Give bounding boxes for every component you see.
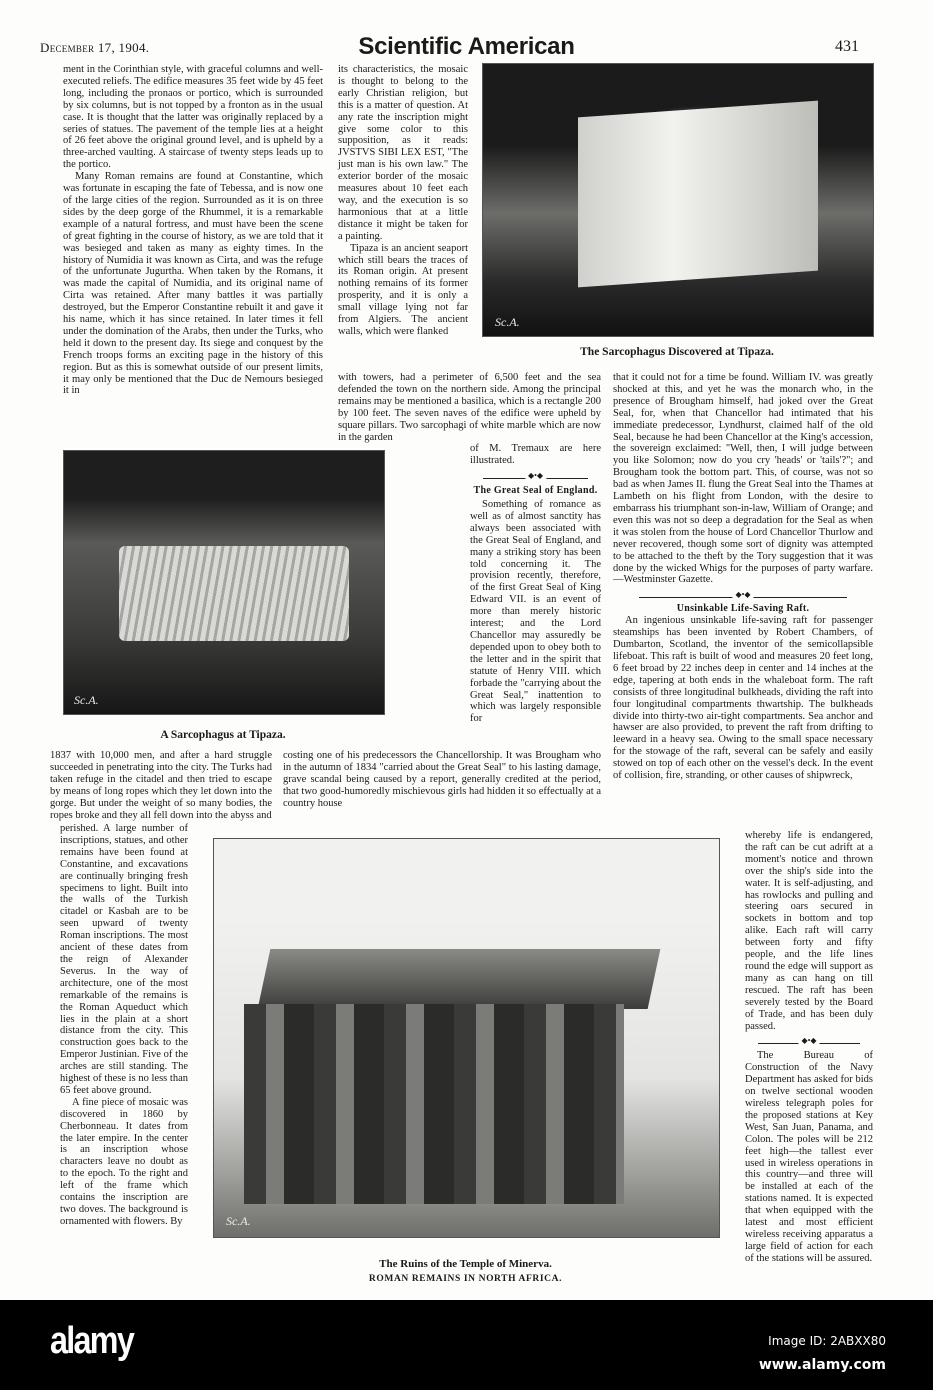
section-heading: Unsinkable Life-Saving Raft. [676,603,810,615]
ornament-divider: ◆•◆ [745,1040,873,1046]
photo-temple-of-minerva [213,838,720,1238]
paragraph: ment in the Corinthian style, with graceful columns and well-executed reliefs. The edifice measures 35 feet wide by 45 feet long, including the pronaos or portico, which is surrounded by six columns, but is not topped by a fronton as in the usual case. It is thought that the latter was originally replaced by a series of statues. The pavement of the temple lies at a height of 26 feet above the original ground level, and is upheld by a three-arched vaulting. A staircase of twenty steps leads up to the portico. [63,64,323,171]
article-column-right [613,372,873,586]
paragraph: An ingenious unsinkable life-saving raft for passenger steamships has been invented by Robert Chambers, of Dumbarton, Scotland, the inventor of the semicollapsible lifeboat. This raft is built of wood and measures 20 feet long, 6 feet broad by 22 inches deep in center and 14 inches at the edge, tapering at both ends in the whaleboat form. The raft consists of three longitudinal bulkheads, dividing the raft into four longitudinal compartments thwartship. The bulkheads divide into thirty-two air-tight compartments. Sea anchor and hawser are also provided, to prevent the raft from drifting to leeward in a heavy sea. Owing to the small space necessary for the stowage of the raft, several can be safely and easily stowed on top of each other on the vessel's deck. In the event of collision, fire, stranding, or other causes of shipwreck, [613,615,873,782]
paragraph: that it could not for a time be found. William IV. was greatly shocked at this, and yet he was the monarch who, in the presence of Brougham himself, had joked over the Great Seal, for, when that Chancellor had intimated that his immediate predecessor, Lyndhurst, claimed half of the old Seal, because he had been Chancellor at the King's accession, the sovereign exclaimed: "Well, then, I will judge between you like Solomon; now do you cry 'heads' or 'tails'?"; and Brougham took the bottom part. This, of course, was not so bad as when James II. flung the Great Seal into the Thames at Lambeth on his flight from London, with the desire to embarrass his triumphant son-in-law, William of Orange; and even this was not so deep a degradation for the Seal as when it was stolen from the house of Lord Chancellor Thurlow and never recovered, though some sort of dignity was attempted to be attached to the theft by the Tory suggestion that it was done by the wicked Whigs for the purposes of party warfare.—Westminster Gazette. [613,372,873,586]
paragraph: Something of romance as well as of almost sanctity has always been associated with the Great Seal of England, and many a striking story has been told concerning it. The provision recently, therefore, of the first Great Seal of King Edward VII. is an event of more than merely historic interest; and the Lord Chancellor may assuredly be depended upon to obey both to the letter and in the spirit that statute of Henry VIII. which forbade the "carrying about the Great Seal," inattention to which was largely responsible for [470,499,601,725]
paragraph: its characteristics, the mosaic is thought to belong to the early Christian religion, but this is a matter of question. At any rate the inscription might give some color to this supposition, as it reads: JVSTVS SIBI LEX EST, "The just man is his own law." The exterior border of the mosaic measures about 10 feet each way, and the execution is so harmonious that at a little distance it might be taken for a painting. [338,64,468,242]
photo-caption: A Sarcophagus at Tipaza. [160,729,286,741]
article-navy [745,1050,873,1264]
image-id: Image ID: 2ABXX80 [768,1334,886,1348]
alamy-logo: alamy [50,1320,134,1362]
group-caption: ROMAN REMAINS IN NORTH AFRICA. [368,1274,563,1284]
article-column-seal [470,499,601,725]
ornament-divider: ◆•◆ [613,594,873,600]
issue-date: December 17, 1904. [40,40,150,55]
watermark-bar [0,1300,933,1390]
photographer-signature: Sc.A. [495,315,520,329]
ornament-divider: ◆•◆ [470,475,601,481]
article-column-narrow [60,823,188,1228]
paragraph: 1837 with 10,000 men, and after a hard struggle succeeded in penetrating into the city. The Turks had taken refuge in the citadel and then tried to escape by means of long ropes which they let down into the gorge. But under the weight of so many bodies, the ropes broke and they all fell down into the abyss and [50,750,272,821]
paragraph: A fine piece of mosaic was discovered in 1860 by Cherbonneau. It dates from the later empire. In the center is an inscription whose characters leave no doubt as to the epoch. To the right and left of the frame which contains the inscription are two doves. The background is ornamented with flowers. By [60,1096,188,1227]
paragraph: Tipaza is an ancient seaport which still bears the traces of its Roman origin. At present nothing remains of its former prosperity, and it is only a small village lying not far from Algiers. The ancient walls, which were flanked [338,242,468,337]
article-continuation [338,372,601,443]
photo-sarcophagus-discovered [482,63,874,337]
page-number: 431 [835,38,859,55]
photo-caption: The Ruins of the Temple of Minerva. [379,1258,552,1270]
paragraph: The Bureau of Construction of the Navy Department has asked for bids on twelve sectional wooden wireless telegraph poles for the proposed stations at Key West, San Juan, Panama, and Colon. The poles will be 212 feet high—the tallest ever used in wireless operations in this country—and three will be installed at each of the stations named. It is expected that when equipped with the latest and most efficient wireless receiving apparatus a large field of action for each of the stations will be assured. [745,1050,873,1264]
article-tail [470,443,601,467]
watermark-url: www.alamy.com [758,1357,886,1373]
photographer-signature: Sc.A. [226,1214,251,1228]
section-heading: The Great Seal of England. [473,485,598,496]
paragraph: costing one of his predecessors the Chancellorship. It was Brougham who in the autumn of 1834 "carried about the Great Seal" to his lasting damage, grave scandal being caused by a report, generally credited at the period, that two good-humoredly mischievous girls had hidden it so effectually at a country house [283,750,601,809]
paragraph: of M. Tremaux are here illustrated. [470,443,601,466]
article-column-1 [63,64,323,397]
photo-caption: The Sarcophagus Discovered at Tipaza. [580,346,774,358]
article-raft [613,615,873,782]
photo-sarcophagus-tipaza [63,450,385,715]
article-raft-narrow [745,830,873,1032]
photographer-signature: Sc.A. [74,693,99,707]
masthead-title: Scientific American [358,33,575,60]
paragraph: perished. A large number of inscriptions, statues, and other remains have been found at Constantine, and excavations are continually bringing fresh specimens to light. Built into the walls of the Turkish citadel or Kasbah are to be seen upward of twenty Roman inscriptions. The most ancient of these dates from the reign of Alexander Severus. In the way of architecture, one of the most remarkable of the remains is the Roman Aqueduct which lies in the plain at a short distance from the city. This construction goes back to the Emperor Justinian. Five of the arches are still standing. The highest of these is no less than 65 feet above ground. [60,823,188,1096]
paragraph: whereby life is endangered, the raft can be cut adrift at a moment's notice and thrown over the ship's side into the water. It is self-adjusting, and has rowlocks and pulling and steering oars secured in sockets in bottom and top alike. Each raft will carry between forty and fifty people, and the life lines round the edge will support as many as can hang on till rescued. The raft has been severely tested by the Board of Trade, and has been duly passed. [745,830,873,1032]
article-continuation [50,750,272,821]
article-continuation [283,750,601,810]
article-column-2 [338,64,468,338]
paragraph: Many Roman remains are found at Constantine, which was fortunate in escaping the fate of Tebessa, and is now one of the large cities of the region. Surrounded as it is on three sides by the deep gorge of the Rhummel, it is a remarkable example of a natural fortress, and must have been the scene of great fighting in the course of history, as we are told that it was besieged and taken as many as eighty times. In the history of Numidia it was known as Cirta, and was the refuge of the unfortunate Jugurtha. When taken by the Romans, it was made the capital of Numidia, and its original name of Cirta was retained. After many battles it was partially destroyed, but the Emperor Constantine rebuilt it and gave it his name, which it has since retained. In later times it fell under the domination of the Arabs, then under the Turks, who held it down to the present day. Its siege and conquest by the French troops forms an exciting page in the history of this region. But as this is somewhat outside of our present limits, it may only be mentioned that the Duc de Nemours besieged it in [63,171,323,397]
paragraph: with towers, had a perimeter of 6,500 feet and the sea defended the town on the northern side. Among the principal remains may be mentioned a basilica, which is a rectangle 200 by 100 feet. The seven naves of the edifice were upheld by square pillars. Two sarcophagi of white marble which are now in the garden [338,372,601,443]
